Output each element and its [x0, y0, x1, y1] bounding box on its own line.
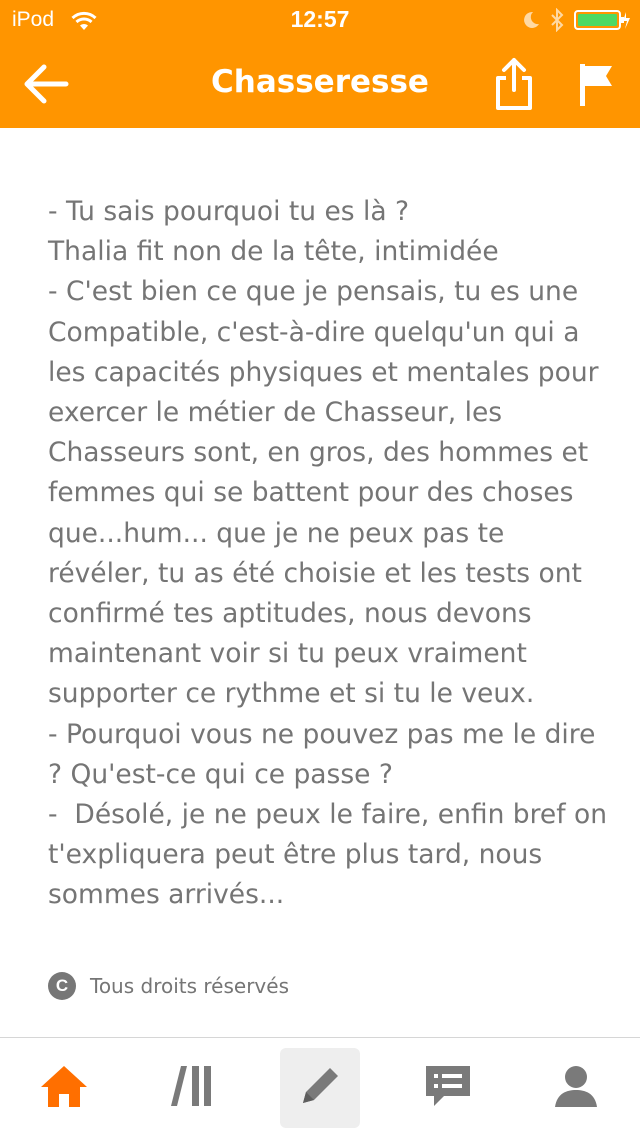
share-icon[interactable]	[492, 56, 536, 112]
tab-library[interactable]	[152, 1048, 232, 1128]
story-paragraph: - Désolé, je ne peux le faire, enfin bref on t'expliquera peut être plus tard, nous sommes arrivés...	[48, 799, 616, 911]
tab-profile[interactable]	[536, 1048, 616, 1128]
tab-write[interactable]	[280, 1048, 360, 1128]
copyright-notice	[48, 970, 289, 1002]
tab-home[interactable]	[24, 1048, 104, 1128]
home-icon	[39, 1063, 89, 1113]
carrier-label: iPod	[12, 8, 55, 31]
story-paragraph: Thalia fit non de la tête, intimidée	[48, 236, 499, 268]
story-paragraph: - C'est bien ce que je pensais, tu es une Compatible, c'est-à-dire quelqu'un qui a les capacités physiques et mentales pour exercer le métier de Chasseur, les Chasseurs sont, en gros, des hommes et femmes qui se battent pour des choses que...hum... que je ne peux pas te révéler, tu as été choisie et les tests ont confirmé tes aptitudes, nous devons maintenant voir si tu peux vraiment supporter ce rythme et si tu le veux.	[48, 276, 607, 710]
tab-bar	[0, 1037, 640, 1137]
battery-icon	[574, 8, 630, 36]
status-bar	[0, 0, 640, 40]
chat-icon	[422, 1062, 474, 1114]
profile-icon	[553, 1063, 599, 1113]
story-paragraph: - Pourquoi vous ne pouvez pas me le dire ? Qu'est-ce qui ce passe ?	[48, 718, 604, 790]
pencil-icon	[295, 1061, 345, 1115]
clock: 12:57	[290, 6, 350, 32]
back-arrow-icon[interactable]	[22, 62, 70, 106]
page-title: Chasseresse	[211, 64, 429, 100]
nav-bar	[0, 40, 640, 128]
flag-icon[interactable]	[576, 60, 616, 108]
bluetooth-icon	[550, 8, 564, 36]
story-text	[48, 192, 616, 916]
tab-messages[interactable]	[408, 1048, 488, 1128]
moon-icon	[522, 10, 540, 34]
library-icon	[167, 1062, 217, 1114]
copyright-label: Tous droits réservés	[90, 974, 289, 998]
copyright-icon: C	[48, 972, 76, 1000]
story-paragraph: - Tu sais pourquoi tu es là ?	[48, 196, 410, 227]
